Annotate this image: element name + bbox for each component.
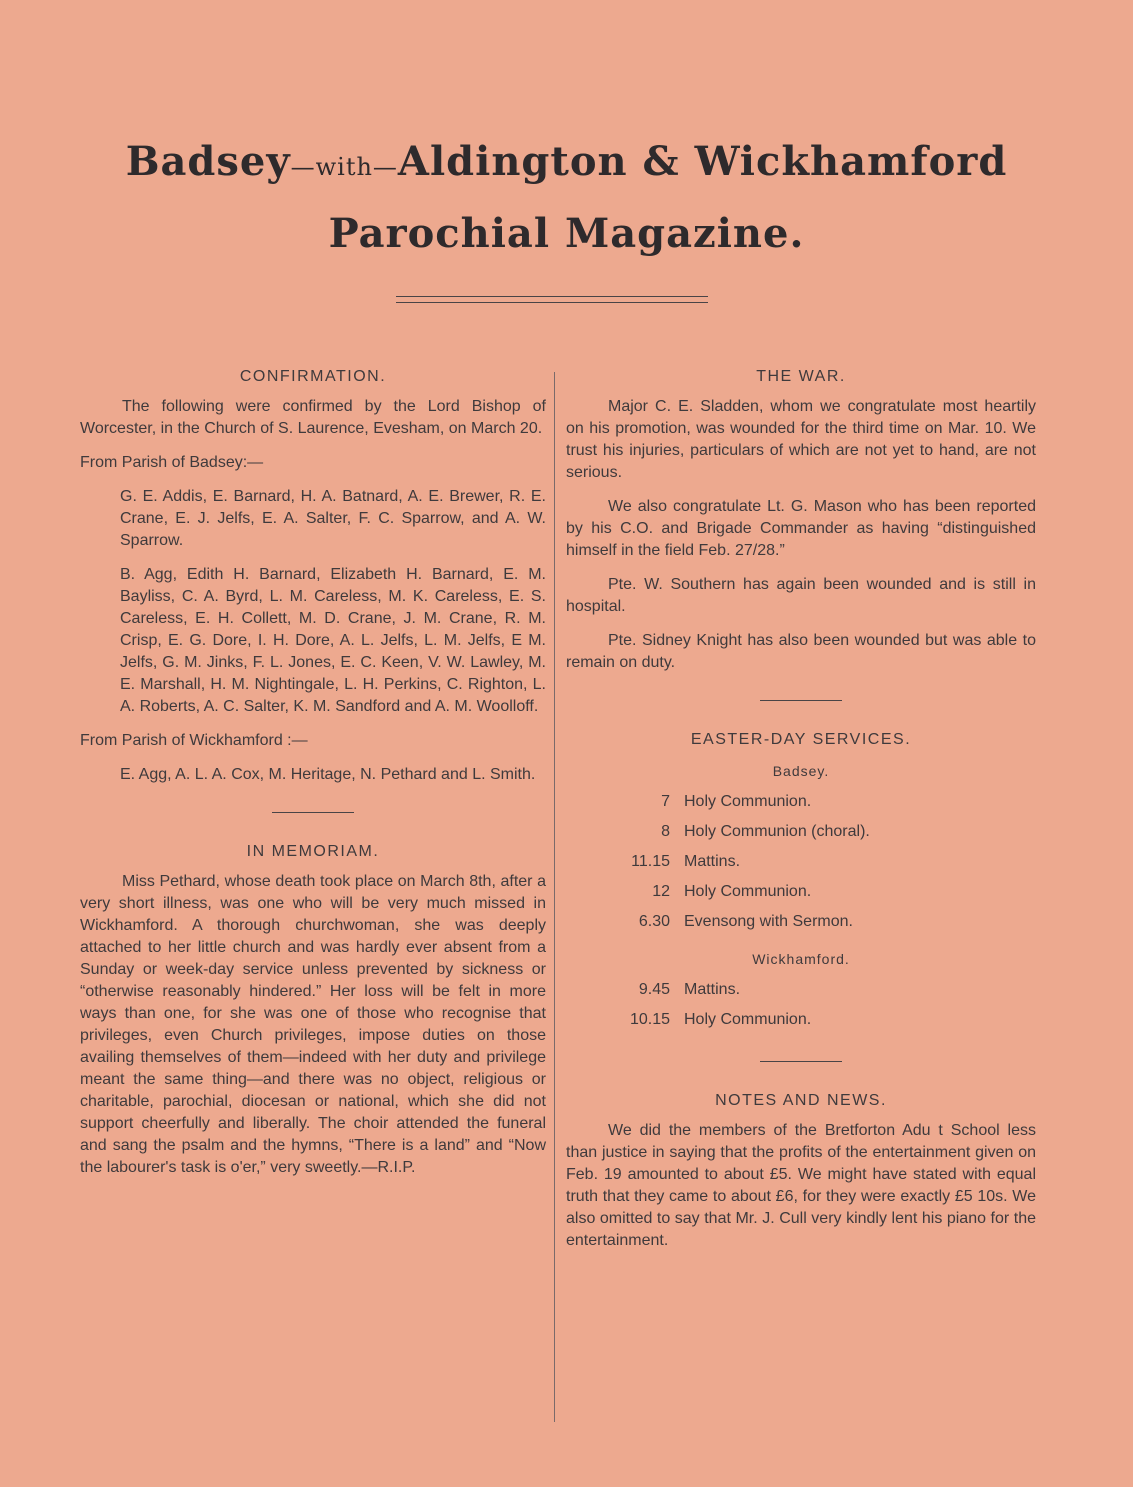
war-paragraph-2: We also congratulate Lt. G. Mason who has been reported by his C.O. and Brigade Commander as having “distinguished himself in the field Feb. 27/28.” [566, 498, 1036, 559]
service-name: Mattins. [684, 853, 741, 870]
easter-badsey-label: Badsey. [772, 763, 830, 779]
notes-text: We did the members of the Bretforton Adu t School less than justice in saying that the profits of the entertainment given on Feb. 19 amounted to about £5. We might have stated with equal truth that they came to about £6, for they were exactly £5 10s. We also omitted to say that Mr. J. Cull very kindly lent his piano for the entertainment. [566, 1122, 1036, 1249]
masthead-double-rule [396, 296, 708, 303]
war-paragraph-4: Pte. Sidney Knight has also been wounded but was able to remain on duty. [566, 632, 1036, 671]
badsey-females-list: B. Agg, Edith H. Barnard, Elizabeth H. Barnard, E. M. Bayliss, C. A. Byrd, L. M. Careless, M. K. Careless, E. S. Careless, E. H. Collett, M. D. Crane, J. M. Crane, R. M. Crisp, E. G. Dore, I. H. Dore, A. L. Jelfs, L. M. Jelfs, E M. Jelfs, G. M. Jinks, F. L. Jones, E. C. Keen, V. W. Lawley, M. E. Marshall, H. M. Nightingale, L. H. Perkins, C. Righton, L. A. Roberts, A. C. Salter, K. M. Sandford and A. M. Woolloff. [120, 566, 546, 715]
left-column [80, 368, 546, 1191]
service-name: Holy Communion. [684, 883, 812, 900]
service-row [566, 817, 1036, 847]
service-time: 7 [661, 793, 670, 810]
badsey-males-list: G. E. Addis, E. Barnard, H. A. Batnard, A. E. Brewer, R. E. Crane, E. J. Jelfs, E. A. Salter, F. C. Sparrow, and A. W. Sparrow. [120, 488, 546, 549]
service-name: Mattins. [684, 981, 741, 998]
service-name: Holy Communion. [684, 1011, 812, 1028]
service-row [566, 1005, 1036, 1035]
service-time: 12 [652, 883, 670, 900]
service-row [566, 877, 1036, 907]
notes-heading: NOTES AND NEWS. [715, 1092, 887, 1109]
service-time: 11.15 [631, 853, 670, 870]
wickhamford-services-list [566, 975, 1036, 1035]
memoriam-text: Miss Pethard, whose death took place on March 8th, after a very short illness, was one who will be very much missed in Wickhamford. A thorough churchwoman, she was deeply attached to her little church and was hardly ever absent from a Sunday or week-day service unless prevented by sickness or “otherwise reasonably hindered.” Her loss will be felt in more ways than one, for she was one of those who recognise that privileges, even Church privileges, impose duties on those availing themselves of them—indeed with her duty and privilege meant the same thing—and there was no object, religious or charitable, parochial, diocesan or national, which she did not support cheerfully and liberally. The choir attended the funeral and sang the psalm and the hymns, “There is a land” and “Now the labourer's task is o'er,” very sweetly.—R.I.P. [80, 873, 546, 1176]
masthead-badsey: Badsey [125, 138, 291, 185]
service-time: 8 [661, 823, 670, 840]
easter-wickhamford-label: Wickhamford. [752, 951, 850, 967]
service-name: Holy Communion (choral). [684, 823, 870, 840]
service-time: 10.15 [629, 1011, 670, 1028]
easter-heading: EASTER-DAY SERVICES. [690, 731, 912, 748]
right-column [566, 368, 1036, 1264]
badsey-label: From Parish of Badsey:— [80, 454, 264, 471]
column-divider [554, 372, 555, 1422]
service-time: 6.30 [638, 913, 670, 930]
service-time: 9.45 [638, 981, 670, 998]
section-rule [272, 812, 354, 813]
wickhamford-names-list: E. Agg, A. L. A. Cox, M. Heritage, N. Pethard and L. Smith. [120, 766, 536, 783]
masthead-line-2: Parochial Magazine. [328, 210, 805, 257]
badsey-services-list [566, 787, 1036, 937]
service-name: Evensong with Sermon. [684, 913, 853, 930]
confirmation-intro: The following were confirmed by the Lord Bishop of Worcester, in the Church of S. Laurence, Evesham, on March 20. [80, 398, 546, 437]
service-name: Holy Communion. [684, 793, 812, 810]
masthead-with: —with— [290, 153, 398, 181]
confirmation-heading: CONFIRMATION. [239, 368, 387, 385]
war-heading: THE WAR. [756, 368, 846, 385]
memoriam-heading: IN MEMORIAM. [246, 843, 380, 860]
section-rule [760, 1061, 842, 1062]
section-rule [760, 700, 842, 701]
service-row [566, 975, 1036, 1005]
masthead-line-1 [0, 138, 1133, 185]
masthead-aldington-wickhamford: Aldington & Wickhamford [397, 138, 1008, 185]
service-row [566, 787, 1036, 817]
war-paragraph-3: Pte. W. Southern has again been wounded and is still in hospital. [566, 576, 1036, 615]
war-paragraph-1: Major C. E. Sladden, whom we congratulate most heartily on his promotion, was wounded for the third time on Mar. 10. We trust his injuries, particulars of which are not yet to hand, are not serious. [566, 398, 1036, 481]
service-row [566, 847, 1036, 877]
service-row [566, 907, 1036, 937]
wickhamford-label: From Parish of Wickhamford :— [80, 732, 308, 749]
